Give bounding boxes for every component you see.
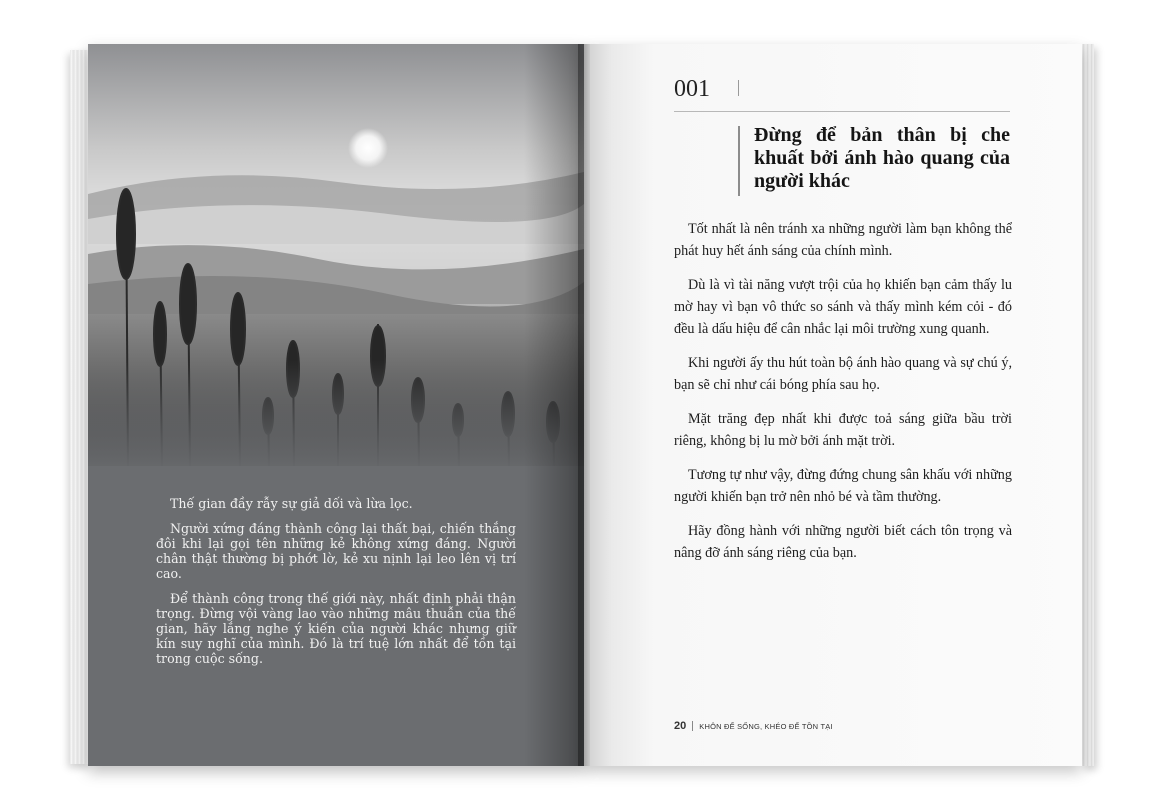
page-footer	[674, 720, 833, 732]
page-number: 20	[674, 720, 687, 732]
left-page	[88, 44, 584, 766]
body-paragraph: Tốt nhất là nên tránh xa những người làm bạn không thể phát huy hết ánh sáng của chính mình.	[674, 221, 1012, 259]
right-page	[584, 44, 1082, 766]
chapter-number: 001	[674, 76, 710, 102]
footer-divider	[692, 721, 693, 731]
page-edges-right	[1082, 44, 1094, 766]
title-accent-bar	[738, 126, 740, 196]
lavender-field-photo	[88, 44, 584, 466]
body-paragraph: Dù là vì tài năng vượt trội của họ khiến bạn cảm thấy lu mờ hay vì bạn vô thức so sánh và thấy mình kém cỏi - đó đều là dấu hiệu để cân nhắc lại môi trường xung quanh.	[674, 277, 1012, 337]
left-page-text	[156, 496, 516, 676]
left-paragraph: Người xứng đáng thành công lại thất bại, chiến thắng đôi khi lại gọi tên những kẻ không xứng đáng. Người chân thật thường bị phớt lờ, kẻ xu nịnh lại leo lên vị trí cao.	[156, 521, 516, 581]
body-paragraph: Tương tự như vậy, đừng đứng chung sân khấu với những người khiến bạn trở nên nhỏ bé và tầm thường.	[674, 467, 1012, 505]
chapter-rule	[674, 111, 1010, 112]
chapter-divider	[738, 80, 739, 96]
body-paragraph: Khi người ấy thu hút toàn bộ ánh hào quang và sự chú ý, bạn sẽ chỉ như cái bóng phía sau họ.	[674, 355, 1012, 393]
left-paragraph: Thế gian đầy rẫy sự giả dối và lừa lọc.	[170, 496, 413, 511]
body-paragraph: Mặt trăng đẹp nhất khi được toả sáng giữa bầu trời riêng, không bị lu mờ bởi ánh mặt trời.	[674, 411, 1012, 449]
body-paragraph: Hãy đồng hành với những người biết cách tôn trọng và nâng đỡ ánh sáng riêng của bạn.	[674, 523, 1012, 561]
left-paragraph: Để thành công trong thế giới này, nhất định phải thận trọng. Đừng vội vàng lao vào những mâu thuẫn của thế gian, hãy lắng nghe ý kiến của người khác nhưng giữ kín suy nghĩ của mình. Đó là trí tuệ lớn nhất để tồn tại trong cuộc sống.	[156, 591, 516, 666]
right-page-text	[674, 218, 1012, 576]
page-edges-left	[70, 50, 90, 764]
chapter-title: Đừng để bản thân bị che khuất bởi ánh hào quang của người khác	[754, 124, 1010, 192]
running-title: KHÔN ĐỂ SỐNG, KHÉO ĐỂ TỒN TẠI	[699, 721, 833, 731]
book-spine-shadow	[578, 44, 590, 766]
